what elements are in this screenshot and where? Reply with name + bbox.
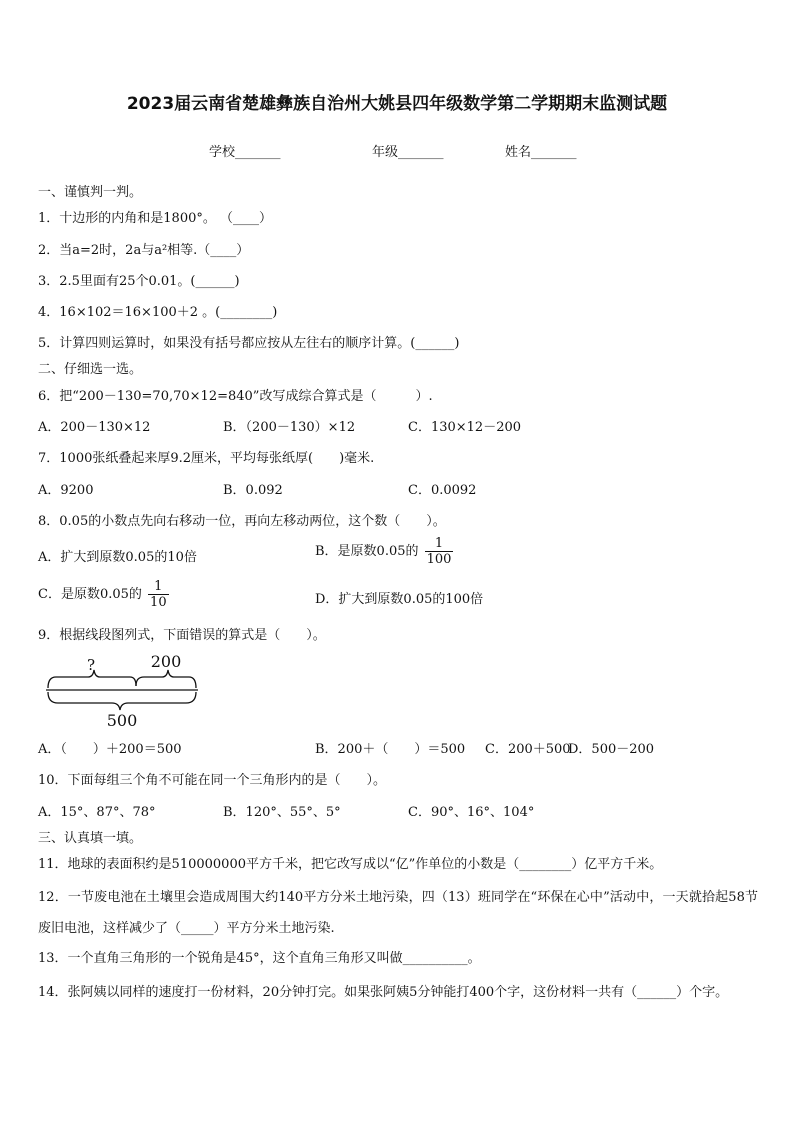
page-title: 2023届云南省楚雄彝族自治州大姚县四年级数学第二学期期末监测试题 <box>126 94 668 114</box>
question-4: 4．16×102＝16×100＋2 。(________) <box>38 305 278 320</box>
grade-field: 年级_______ <box>372 145 444 160</box>
section-heading-1: 一、谨慎判一判。 <box>38 185 143 200</box>
diagram-label-200: 200 <box>150 652 182 671</box>
section-heading-2: 二、仔细选一选。 <box>38 362 143 377</box>
q9-option-a: A．（ ）＋200＝500 <box>38 742 182 757</box>
q8-option-b <box>315 536 453 567</box>
q6-option-b: B．（200－130）×12 <box>223 420 356 435</box>
q8-option-c <box>38 579 169 610</box>
q9-option-d: D．500－200 <box>568 742 655 757</box>
diagram-label-unknown: ? <box>86 656 96 674</box>
q10-option-c: C．90°、16°、104° <box>408 805 535 820</box>
q6-option-c: C．130×12－200 <box>408 420 522 435</box>
q7-option-c: C．0.0092 <box>408 483 477 498</box>
question-12: 12．一节废电池在土壤里会造成周围大约140平方分米土地污染，四（13）班同学在“环保在心中”活动中，一天就拾起58节废旧电池，这样减少了（_____）平方分米土地污染. <box>38 890 758 936</box>
section-heading-3: 三、认真填一填。 <box>38 831 143 846</box>
question-14: 14．张阿姨以同样的速度打一份材料，20分钟打完。如果张阿姨5分钟能打400个字，这份材料一共有（______）个字。 <box>38 985 729 1000</box>
fraction-numerator: 1 <box>148 579 169 595</box>
question-5: 5．计算四则运算时，如果没有括号都应按从左往右的顺序计算。(______) <box>38 336 460 351</box>
fraction-1-100 <box>425 536 454 567</box>
question-3: 3．2.5里面有25个0.01。(______) <box>38 274 240 289</box>
q9-option-b: B．200＋（ ）＝500 <box>315 742 466 757</box>
question-2: 2．当a=2时，2a与a²相等.（____） <box>38 243 250 258</box>
fraction-denominator: 10 <box>150 595 167 610</box>
q10-option-a: A．15°、87°、78° <box>38 805 156 820</box>
question-10: 10．下面每组三个角不可能在同一个三角形内的是（ ）。 <box>38 773 387 788</box>
q9-option-c: C．200＋500 <box>485 742 571 757</box>
fraction-denominator: 100 <box>426 552 452 567</box>
question-1: 1．十边形的内角和是1800°。 （____） <box>38 211 272 226</box>
question-6: 6．把“200－130=70,70×12=840”改写成综合算式是（ ）. <box>38 389 433 404</box>
q7-option-a: A．9200 <box>38 483 94 498</box>
question-9: 9．根据线段图列式，下面错误的算式是（ ）。 <box>38 628 326 643</box>
diagram-label-500: 500 <box>106 711 138 730</box>
fraction-1-10 <box>148 579 169 610</box>
question-11: 11．地球的表面积约是510000000平方千米，把它改写成以“亿”作单位的小数是（________）亿平方千米。 <box>38 857 663 872</box>
question-13: 13．一个直角三角形的一个锐角是45°，这个直角三角形又叫做__________。 <box>38 951 481 966</box>
q8-option-a: A．扩大到原数0.05的10倍 <box>38 550 197 565</box>
question-7: 7．1000张纸叠起来厚9.2厘米，平均每张纸厚( )毫米. <box>38 451 375 466</box>
q8-option-b-text: B．是原数0.05的 <box>315 544 419 559</box>
q8-option-d: D．扩大到原数0.05的100倍 <box>315 592 484 607</box>
q6-option-a: A．200－130×12 <box>38 420 151 435</box>
fraction-numerator: 1 <box>425 536 454 552</box>
brace-bottom <box>48 692 196 710</box>
brace-top-right <box>136 670 196 688</box>
q7-option-b: B．0.092 <box>223 483 283 498</box>
name-field: 姓名_______ <box>505 145 577 160</box>
segment-diagram <box>44 650 204 732</box>
school-field: 学校_______ <box>209 145 281 160</box>
question-8: 8．0.05的小数点先向右移动一位，再向左移动两位，这个数（ ）。 <box>38 514 446 529</box>
q8-option-c-text: C．是原数0.05的 <box>38 587 142 602</box>
q10-option-b: B．120°、55°、5° <box>223 805 341 820</box>
